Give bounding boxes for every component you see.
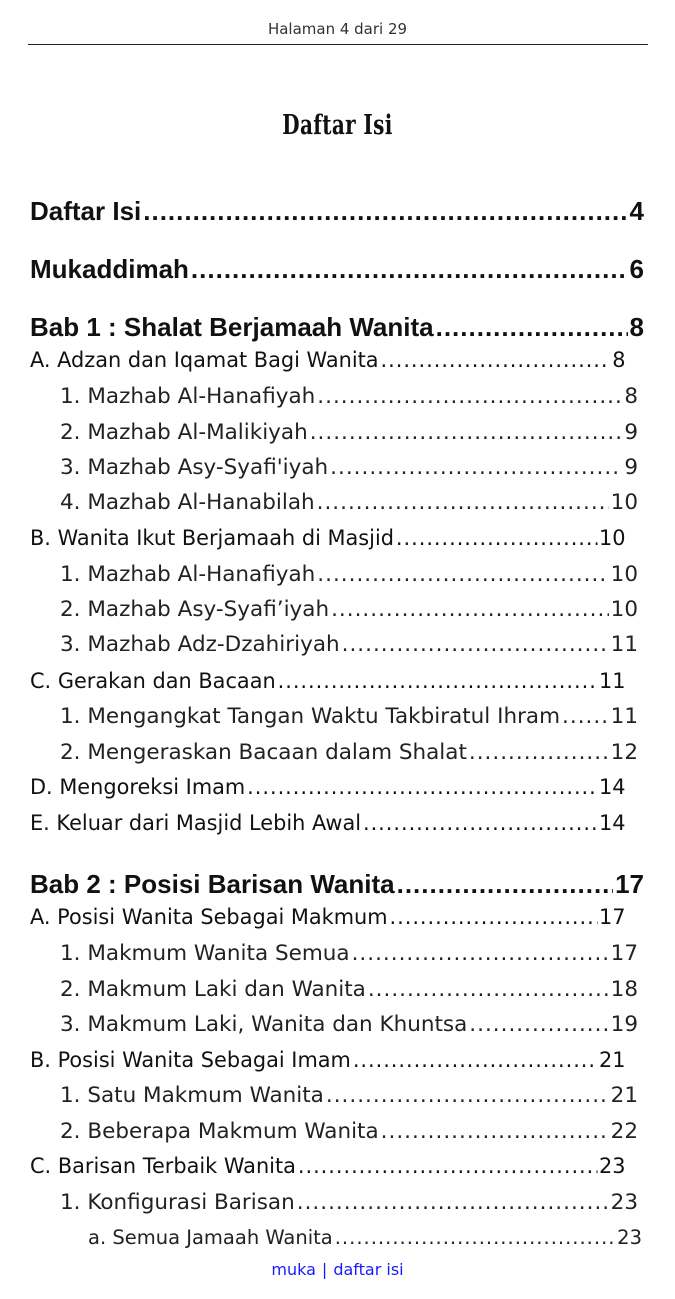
- toc-entry[interactable]: [60, 1119, 638, 1144]
- toc-entry-page: 12: [610, 740, 638, 765]
- toc-entry-page: 17: [610, 941, 638, 966]
- toc-entry[interactable]: [60, 704, 638, 729]
- toc-entry-page: 10: [610, 597, 638, 622]
- dot-leader: [381, 348, 611, 373]
- toc-entry-title: 3. Makmum Laki, Wanita dan Khuntsa: [60, 1012, 468, 1037]
- toc-entry-page: 21: [610, 1083, 638, 1108]
- toc-entry[interactable]: [30, 348, 626, 373]
- toc-entry[interactable]: [30, 669, 626, 694]
- toc-entry-title: 1. Makmum Wanita Semua: [60, 941, 350, 966]
- toc-entry[interactable]: [60, 740, 638, 765]
- toc-entry-title: B. Posisi Wanita Sebagai Imam: [30, 1048, 351, 1073]
- dot-leader: [335, 1226, 615, 1249]
- dot-leader: [331, 597, 609, 622]
- toc-entry-page: 9: [624, 420, 638, 445]
- footer-nav: [0, 1260, 675, 1279]
- toc-entry[interactable]: [30, 254, 644, 285]
- toc-entry-title: 3. Mazhab Adz-Dzahiriyah: [60, 632, 340, 657]
- toc-entry[interactable]: [60, 1190, 638, 1215]
- toc-entry-page: 18: [610, 977, 638, 1002]
- toc-entry[interactable]: [60, 632, 638, 657]
- toc-entry-title: B. Wanita Ikut Berjamaah di Masjid: [30, 526, 394, 551]
- dot-leader: [368, 977, 609, 1002]
- dot-leader: [317, 562, 608, 587]
- dot-leader: [363, 811, 597, 836]
- toc-entry-title: 4. Mazhab Al-Hanabilah: [60, 490, 315, 515]
- toc-entry-page: 17: [599, 905, 626, 930]
- toc-entry-title: D. Mengoreksi Imam: [30, 775, 246, 800]
- toc-entry[interactable]: [60, 941, 638, 966]
- dot-leader: [191, 254, 628, 285]
- dot-leader: [436, 312, 628, 343]
- dot-leader: [278, 669, 597, 694]
- dot-leader: [298, 1154, 597, 1179]
- dot-leader: [352, 941, 609, 966]
- toc-entry-title: 2. Beberapa Makmum Wanita: [60, 1119, 379, 1144]
- toc-entry-page: 8: [612, 348, 626, 373]
- toc-entry[interactable]: [60, 455, 638, 480]
- dot-leader: [397, 869, 613, 900]
- header-divider: [28, 44, 648, 45]
- toc-entry[interactable]: [88, 1226, 642, 1249]
- dot-leader: [469, 740, 609, 765]
- toc-entry-page: 10: [599, 526, 626, 551]
- dot-leader: [297, 1190, 609, 1215]
- toc-entry[interactable]: [30, 811, 626, 836]
- dot-leader: [381, 1119, 609, 1144]
- toc-entry-page: 10: [610, 490, 638, 515]
- toc-entry[interactable]: [60, 1012, 638, 1037]
- page-title: Daftar Isi: [282, 110, 393, 141]
- dot-leader: [317, 490, 609, 515]
- toc-entry[interactable]: [30, 775, 626, 800]
- toc-entry-page: 11: [610, 704, 638, 729]
- toc-entry-title: 1. Mazhab Al-Hanafiyah: [60, 562, 316, 587]
- toc-entry-title: a. Semua Jamaah Wanita: [88, 1226, 333, 1249]
- dot-leader: [342, 632, 609, 657]
- dot-leader: [562, 704, 609, 729]
- toc-entry-title: 2. Makmum Laki dan Wanita: [60, 977, 366, 1002]
- toc-entry-title: C. Barisan Terbaik Wanita: [30, 1154, 296, 1179]
- toc-entry-page: 4: [629, 196, 644, 226]
- toc-entry[interactable]: [30, 869, 644, 900]
- toc-entry-page: 6: [629, 254, 644, 284]
- toc-entry-title: A. Adzan dan Iqamat Bagi Wanita: [30, 348, 379, 373]
- toc-entry-page: 14: [599, 775, 626, 800]
- footer-separator: |: [321, 1260, 328, 1279]
- toc-entry[interactable]: [30, 526, 626, 551]
- dot-leader: [143, 196, 627, 227]
- toc-entry-page: 17: [615, 869, 644, 899]
- toc-entry[interactable]: [60, 977, 638, 1002]
- toc-entry-title: Bab 2 : Posisi Barisan Wanita: [30, 869, 395, 899]
- toc-entry-page: 22: [610, 1119, 638, 1144]
- toc-entry[interactable]: [60, 420, 638, 445]
- toc-entry[interactable]: [60, 384, 638, 409]
- toc-entry-title: 2. Mengeraskan Bacaan dalam Shalat: [60, 740, 467, 765]
- dot-leader: [330, 455, 622, 480]
- dot-leader: [390, 905, 598, 930]
- toc-entry[interactable]: [30, 312, 644, 343]
- toc-link[interactable]: daftar isi: [333, 1260, 404, 1279]
- toc-entry-title: 2. Mazhab Asy-Syafi’iyah: [60, 597, 330, 622]
- toc-entry-title: 1. Mengangkat Tangan Waktu Takbiratul Ihram: [60, 704, 561, 729]
- page-indicator: Halaman 4 dari 29: [267, 20, 408, 38]
- toc-entry[interactable]: [30, 905, 626, 930]
- dot-leader: [353, 1048, 597, 1073]
- toc-entry-page: 23: [617, 1226, 642, 1249]
- toc-entry-page: 14: [599, 811, 626, 836]
- toc-entry[interactable]: [30, 196, 644, 227]
- toc-entry-page: 11: [610, 632, 638, 657]
- toc-entry-page: 23: [610, 1190, 638, 1215]
- toc-entry[interactable]: [30, 1048, 626, 1073]
- toc-entry[interactable]: [60, 1083, 638, 1108]
- toc-entry-title: C. Gerakan dan Bacaan: [30, 669, 276, 694]
- dot-leader: [469, 1012, 608, 1037]
- toc-entry-title: Bab 1 : Shalat Berjamaah Wanita: [30, 312, 434, 342]
- dot-leader: [396, 526, 597, 551]
- toc-entry[interactable]: [60, 562, 638, 587]
- toc-entry-title: E. Keluar dari Masjid Lebih Awal: [30, 811, 362, 836]
- toc-entry-page: 8: [624, 384, 638, 409]
- toc-entry-page: 19: [610, 1012, 638, 1037]
- dot-leader: [310, 420, 623, 445]
- toc-entry-page: 8: [629, 312, 644, 342]
- toc-entry-page: 11: [599, 669, 626, 694]
- toc-entry-page: 10: [610, 562, 638, 587]
- dot-leader: [326, 1083, 609, 1108]
- toc-entry-page: 23: [599, 1154, 626, 1179]
- toc-entry-title: Mukaddimah: [30, 254, 189, 284]
- toc-entry-page: 9: [624, 455, 638, 480]
- toc-entry-title: A. Posisi Wanita Sebagai Makmum: [30, 905, 388, 930]
- toc-entry-title: 1. Satu Makmum Wanita: [60, 1083, 324, 1108]
- home-link[interactable]: muka: [271, 1260, 316, 1279]
- toc-entry[interactable]: [60, 597, 638, 622]
- toc-entry-page: 21: [599, 1048, 626, 1073]
- toc-entry-title: 1. Mazhab Al-Hanafiyah: [60, 384, 316, 409]
- toc-entry-title: 3. Mazhab Asy-Syafi'iyah: [60, 455, 329, 480]
- toc-entry[interactable]: [60, 490, 638, 515]
- toc-entry-title: 2. Mazhab Al-Malikiyah: [60, 420, 308, 445]
- toc-entry-title: Daftar Isi: [30, 196, 142, 226]
- toc-entry-title: 1. Konfigurasi Barisan: [60, 1190, 295, 1215]
- dot-leader: [317, 384, 622, 409]
- dot-leader: [247, 775, 597, 800]
- toc-entry[interactable]: [30, 1154, 626, 1179]
